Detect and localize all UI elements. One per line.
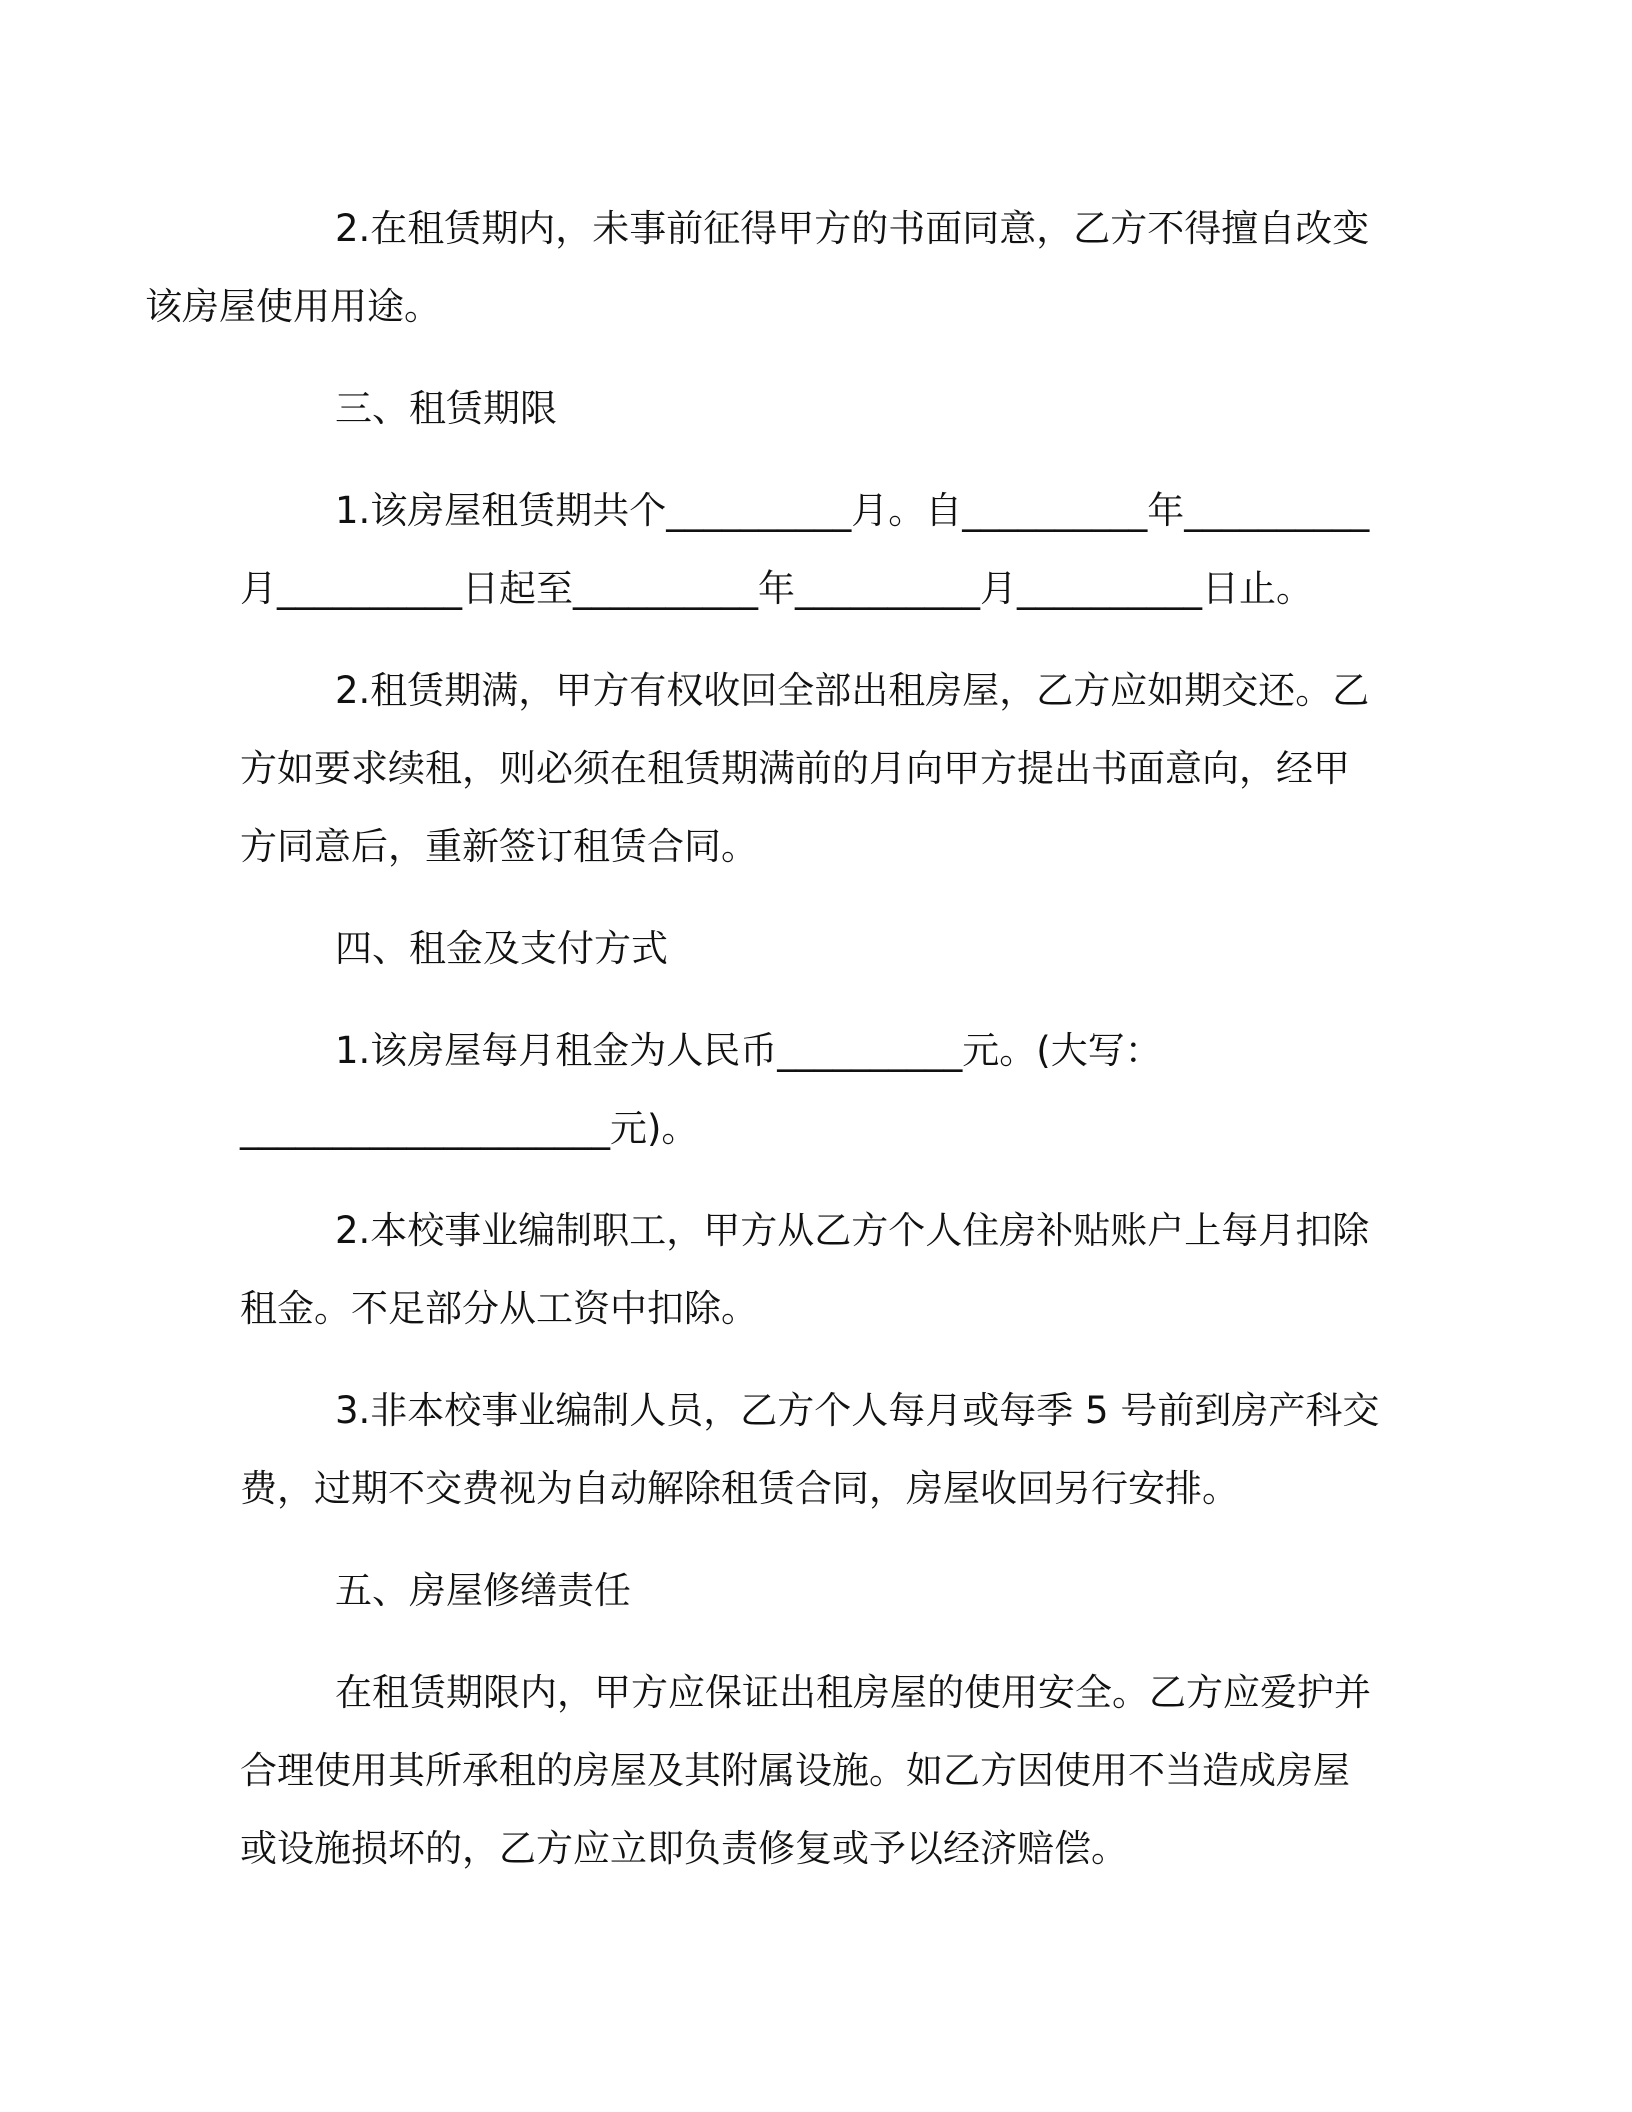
text-line: 在租赁期限内，甲方应保证出租房屋的使用安全。乙方应爱护并 — [335, 1671, 1371, 1714]
paragraph-monthly-rent — [240, 1012, 1375, 1168]
paragraph-usage-change — [145, 190, 1375, 346]
text-line: 1.该房屋每月租金为人民币__________元。(大写： — [335, 1029, 1162, 1072]
paragraph-repair-duty — [240, 1654, 1375, 1888]
text-line: 月__________日起至__________年__________月__________日止。 — [240, 567, 1313, 610]
paragraph-staff-deduction — [240, 1192, 1375, 1348]
text-line: ____________________元)。 — [240, 1107, 699, 1150]
document-body — [145, 190, 1380, 1912]
text-line: 方同意后，重新签订租赁合同。 — [240, 825, 758, 868]
text-line: 费，过期不交费视为自动解除租赁合同，房屋收回另行安排。 — [240, 1467, 1239, 1510]
section-heading-repair-responsibility: 五、房屋修缮责任 — [335, 1569, 631, 1612]
text-line: 该房屋使用用途。 — [145, 285, 441, 328]
text-line: 方如要求续租，则必须在租赁期满前的月向甲方提出书面意向，经甲 — [240, 747, 1350, 790]
text-line: 租金。不足部分从工资中扣除。 — [240, 1287, 758, 1330]
paragraph-lease-expiry — [240, 652, 1375, 886]
text-line: 2.本校事业编制职工，甲方从乙方个人住房补贴账户上每月扣除 — [335, 1209, 1370, 1252]
paragraph-lease-period — [240, 472, 1375, 628]
text-line: 3.非本校事业编制人员，乙方个人每月或每季 5 号前到房产科交 — [335, 1389, 1380, 1432]
text-line: 合理使用其所承租的房屋及其附属设施。如乙方因使用不当造成房屋 — [240, 1749, 1350, 1792]
text-line: 1.该房屋租赁期共个__________月。自__________年__________ — [335, 489, 1370, 532]
text-line: 或设施损坏的，乙方应立即负责修复或予以经济赔偿。 — [240, 1827, 1128, 1870]
text-line: 2.在租赁期内，未事前征得甲方的书面同意，乙方不得擅自改变 — [335, 207, 1370, 250]
text-line: 2.租赁期满，甲方有权收回全部出租房屋，乙方应如期交还。乙 — [335, 669, 1370, 712]
section-heading-lease-term: 三、租赁期限 — [335, 387, 557, 430]
paragraph-non-staff-payment — [240, 1372, 1380, 1528]
section-heading-rent-payment: 四、租金及支付方式 — [335, 927, 668, 970]
